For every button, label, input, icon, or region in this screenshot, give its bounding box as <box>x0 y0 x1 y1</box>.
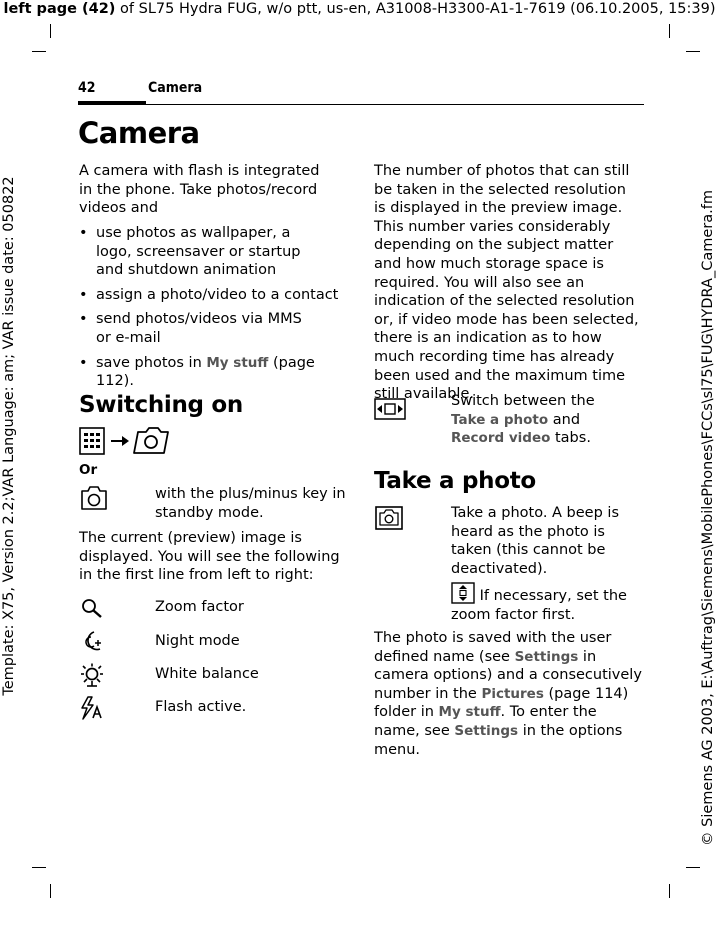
settings-link[interactable]: Settings <box>514 648 579 665</box>
list-item: • assign a photo/video to a contact <box>79 286 347 305</box>
crop-mark <box>669 24 670 38</box>
header-rule-thick <box>78 101 146 105</box>
saved-text: (page 114) folder in <box>374 685 629 721</box>
camera-key-icon <box>80 486 108 510</box>
list-item <box>79 354 347 391</box>
crop-mark <box>32 867 46 868</box>
navigation-key-icon <box>374 397 406 421</box>
indicator-label-white-balance: White balance <box>155 666 259 682</box>
settings-link[interactable]: Settings <box>454 722 519 739</box>
page-number: 42 <box>78 80 96 96</box>
menu-grid-icon <box>79 427 105 455</box>
header-rule <box>146 104 644 105</box>
arrow-right-icon <box>110 435 130 447</box>
indicator-label-night: Night mode <box>155 633 240 649</box>
side-copyright-text: © Siemens AG 2003, E:\Auftrag\Siemens\MobilePhones\FCCs\sl75\FUG\HYDRA_Camera.fm <box>700 190 716 846</box>
bullet-text: (page 112). <box>96 354 315 390</box>
crop-mark <box>32 51 46 52</box>
saved-text: in camera options) and a consecutively number in the <box>374 648 642 702</box>
preview-paragraph: The current (preview) image is displayed. You will see the following in the first line from left to right: <box>79 530 340 584</box>
up-down-key-icon <box>451 582 475 604</box>
camera-menu-icon <box>132 426 172 456</box>
pictures-link[interactable]: Pictures <box>481 685 544 702</box>
bullet-text: save photos in <box>96 354 207 371</box>
switch-tabs-text <box>451 392 641 448</box>
saved-text: in the options menu. <box>374 722 623 758</box>
running-section-title: Camera <box>148 80 203 96</box>
list-item: • use photos as wallpaper, a logo, screensaver or startup and shutdown animation <box>79 224 347 280</box>
list-item: • send photos/videos via MMS or e-mail <box>79 310 306 347</box>
intro-paragraph: A camera with flash is integrated in the phone. Take photos/record videos and <box>79 163 320 217</box>
take-photo-tab-link[interactable]: Take a photo <box>451 411 549 428</box>
switching-on-heading: Switching on <box>79 392 244 418</box>
side-template-text: Template: X75, Version 2.2;VAR Language: am; VAR issue date: 050822 <box>1 176 17 696</box>
indicator-label-flash: Flash active. <box>155 699 247 715</box>
tab-line-1 <box>451 411 641 430</box>
crop-mark <box>50 884 51 898</box>
switch-line: Switch between the <box>451 393 595 409</box>
tab-line-2 <box>451 429 641 448</box>
camera-key-text: with the plus/minus key in standby mode. <box>155 486 346 521</box>
and-text: and <box>548 411 581 428</box>
print-header-page: left page (42) <box>3 1 116 17</box>
intro-bullet-list <box>79 224 347 397</box>
zoom-hint-text: If necessary, set the zoom factor first. <box>451 588 627 623</box>
photo-saved-paragraph <box>374 629 642 759</box>
camera-shutter-key-icon <box>375 506 403 530</box>
take-photo-heading: Take a photo <box>374 468 536 494</box>
zoom-hint <box>451 582 641 624</box>
take-photo-text: Take a photo. A beep is heard as the photo is taken (this cannot be deactivated). <box>451 505 620 577</box>
zoom-icon <box>80 598 104 618</box>
night-mode-icon <box>80 630 104 652</box>
page-title: Camera <box>78 116 200 150</box>
record-video-tab-link[interactable]: Record video <box>451 430 551 447</box>
crop-mark <box>50 24 51 38</box>
white-balance-icon <box>80 663 106 687</box>
photos-count-paragraph: The number of photos that can still be taken in the selected resolution is displayed in the preview image. This number varies considerably depending on the subject matter and how much storage space is required. You will also see an indication of the selected resolution or, if video mode has been selected, there is an indication as to how much recording time has already been used and the maximum time still available. <box>374 163 639 403</box>
crop-mark <box>686 51 700 52</box>
indicator-label-zoom: Zoom factor <box>155 599 244 615</box>
print-header <box>0 0 719 18</box>
saved-text: . To enter the name, see <box>374 704 597 739</box>
crop-mark <box>669 884 670 898</box>
my-stuff-link[interactable]: My stuff <box>438 704 501 721</box>
flash-icon <box>80 696 106 720</box>
or-label: Or <box>79 462 98 478</box>
tabs-suffix: tabs. <box>550 430 591 447</box>
crop-mark <box>686 867 700 868</box>
saved-text: The photo is saved with the user defined name (see <box>374 630 612 665</box>
print-header-info: of SL75 Hydra FUG, w/o ptt, us-en, A31008-H3300-A1-1-7619 (06.10.2005, 15:39) <box>115 1 716 17</box>
my-stuff-link[interactable]: My stuff <box>206 354 269 371</box>
